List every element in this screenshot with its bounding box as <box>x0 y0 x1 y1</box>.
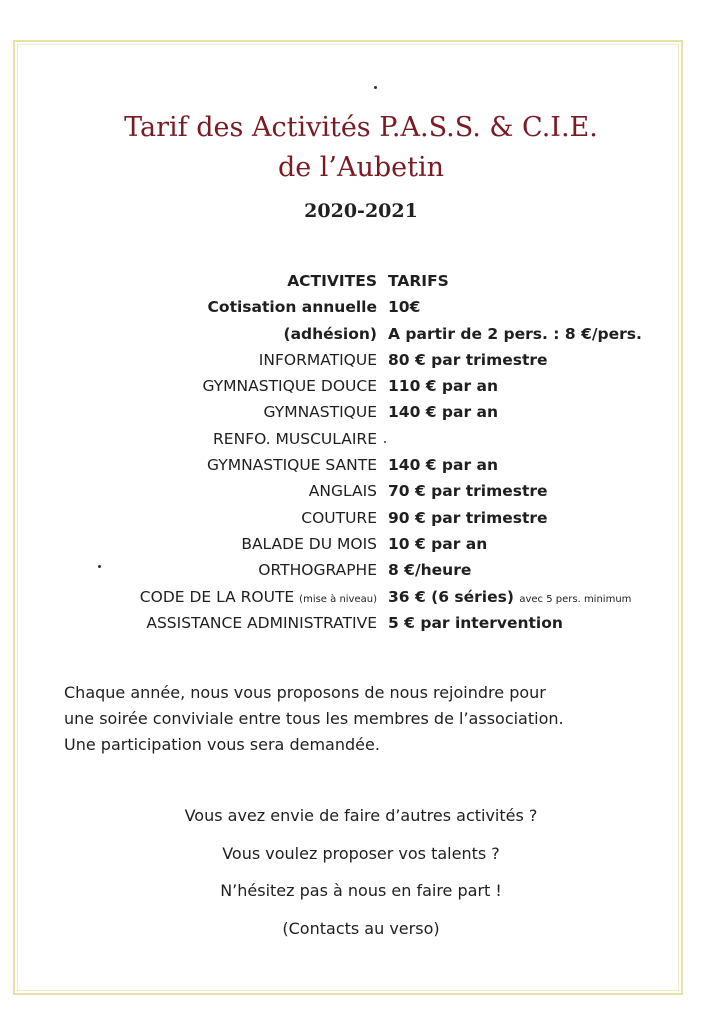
activity-price: A partir de 2 pers. : 8 €/pers. <box>388 324 642 343</box>
table-row <box>0 325 722 351</box>
scan-speck <box>374 86 377 89</box>
activity-price: 5 € par intervention <box>388 613 563 632</box>
intro-paragraph <box>64 680 664 758</box>
scan-speck <box>98 565 101 568</box>
table-row <box>0 403 722 429</box>
season-year: 2020-2021 <box>304 200 418 222</box>
activity-note: (mise à niveau) <box>299 593 377 605</box>
table-header <box>0 272 722 298</box>
activity-price: 10 € par an <box>388 534 488 553</box>
closing-text <box>0 797 722 947</box>
activity-price: 70 € par trimestre <box>388 482 548 501</box>
table-row <box>0 298 722 324</box>
table-row <box>0 456 722 482</box>
price-note: avec 5 pers. minimum <box>519 593 632 605</box>
activity-name: BALADE DU MOIS <box>241 534 377 553</box>
activity-name-with-note <box>140 588 377 606</box>
activity-name: GYMNASTIQUE DOUCE <box>202 377 377 396</box>
table-row <box>0 614 722 640</box>
activity-name: GYMNASTIQUE <box>263 403 377 422</box>
activity-price: 8 €/heure <box>388 561 472 580</box>
table-row <box>0 509 722 535</box>
activity-name: INFORMATIQUE <box>258 350 377 369</box>
table-row <box>0 535 722 561</box>
closing-line: Vous voulez proposer vos talents ? <box>222 843 500 863</box>
activity-price-with-note <box>388 588 631 606</box>
header-tarifs: TARIFS <box>388 272 449 290</box>
activity-name: ORTHOGRAPHE <box>258 561 377 580</box>
closing-line: Vous avez envie de faire d’autres activités ? <box>184 806 538 825</box>
activity-name: CODE DE LA ROUTE <box>139 587 295 606</box>
table-row <box>0 430 722 456</box>
paragraph-line: Chaque année, nous vous proposons de nous rejoindre pour <box>64 683 546 702</box>
header-activities: ACTIVITES <box>287 272 377 290</box>
table-row <box>0 377 722 403</box>
closing-line: (Contacts au verso) <box>282 918 440 938</box>
price-table <box>0 272 722 640</box>
activity-price: 140 € par an <box>388 403 499 422</box>
activity-name: GYMNASTIQUE SANTE <box>206 456 377 475</box>
scan-speck <box>384 441 386 443</box>
closing-line: N’hésitez pas à nous en faire part ! <box>220 881 502 900</box>
activity-name: ANGLAIS <box>308 482 377 501</box>
title-line-2: de l’Aubetin <box>277 152 445 183</box>
title-line-1: Tarif des Activités P.A.S.S. & C.I.E. <box>124 112 598 143</box>
activity-name: Cotisation annuelle <box>207 298 377 317</box>
activity-price: 10€ <box>388 298 421 317</box>
table-row <box>0 561 722 587</box>
paragraph-line: une soirée conviviale entre tous les membres de l’association. <box>64 709 564 728</box>
table-row <box>0 351 722 377</box>
activity-price: 80 € par trimestre <box>388 350 548 369</box>
activity-price: 36 € (6 séries) <box>388 587 514 606</box>
activity-name: RENFO. MUSCULAIRE <box>213 429 377 448</box>
table-row <box>0 588 722 614</box>
activity-name: (adhésion) <box>283 324 377 343</box>
activity-name: ASSISTANCE ADMINISTRATIVE <box>146 613 377 632</box>
activity-name: COUTURE <box>301 508 377 527</box>
paragraph-line: Une participation vous sera demandée. <box>64 735 380 754</box>
document-title <box>0 108 722 188</box>
activity-price: 140 € par an <box>388 456 499 475</box>
activity-price: 90 € par trimestre <box>388 508 548 527</box>
activity-price: 110 € par an <box>388 377 499 396</box>
table-row <box>0 482 722 508</box>
